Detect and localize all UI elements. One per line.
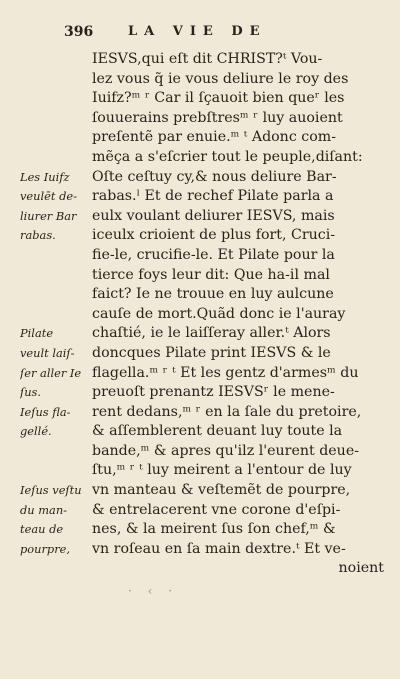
text-line: noient xyxy=(338,560,384,577)
text-line: tierce foys leur dit: Que ha-il mal xyxy=(92,266,330,283)
running-title: LA VIE DE xyxy=(128,24,267,39)
margin-note xyxy=(20,403,94,442)
text-line: ſtu,ᵐ ʳ ᵗ luy meirent a l'entour de luy xyxy=(92,462,352,479)
page-number: 396 xyxy=(64,24,94,40)
main-text xyxy=(92,50,392,579)
text-line: Oſte ceſtuy cy,& nous deliure Bar- xyxy=(92,168,337,185)
text-line: nes, & la meirent ſus ſon chef,ᵐ & xyxy=(92,521,336,538)
text-line: vn roſeau en ſa main dextre.ᵗ Et ve- xyxy=(92,540,346,557)
text-line: IESVS,qui eſt dit CHRIST?ᵗ Vou- xyxy=(92,51,323,67)
text-line: eulx voulant deliurer IESVS, mais xyxy=(92,207,335,224)
text-line: vn manteau & veſtemẽt de pourpre, xyxy=(92,482,351,499)
text-line: Iuifz?ᵐ ʳ Car il ſçauoit bien queʳ les xyxy=(92,90,345,107)
text-line: flagella.ᵐ ʳ ᵗ Et les gentz d'armesᵐ du xyxy=(92,364,359,381)
text-line: preuoſt prenantz IESVSʳ le mene- xyxy=(92,384,335,401)
margin-note-line: liurer Bar xyxy=(20,208,77,223)
margin-note xyxy=(20,481,94,559)
text-line: & aſſemblerent deuant luy toute la xyxy=(92,423,343,440)
margin-note-line: du man- xyxy=(20,502,68,517)
text-line: & entrelacerent vne corone d'eſpi- xyxy=(92,501,341,518)
text-line: preſentẽ par enuie.ᵐ ᵗ Adonc com- xyxy=(92,129,337,146)
margin-note-line: teau de xyxy=(20,522,64,537)
margin-note-line: ſus. xyxy=(20,385,42,400)
margin-note xyxy=(20,168,94,246)
margin-note-line: Ieſus fla- xyxy=(20,404,71,419)
text-line: chaſtié, ie le laiſſeray aller.ᵗ Alors xyxy=(92,325,331,342)
signature-mark: · ‹ · xyxy=(128,584,179,598)
text-line: rabas.ˡ Et de rechef Pilate parla a xyxy=(92,188,334,205)
text-line: rent dedans,ᵐ ʳ en la ſale du pretoire, xyxy=(92,403,362,420)
text-line: lez vous q̃ ie vous deliure le roy des xyxy=(92,70,349,87)
margin-note-line: pourpre, xyxy=(20,541,71,556)
text-line: mẽça a s'eſcrier tout le peuple,diſant: xyxy=(92,148,363,165)
text-line: doncques Pilate print IESVS & le xyxy=(92,344,331,361)
margin-note-line: ſer aller Ie xyxy=(20,365,82,380)
text-line: cauſe de mort.Quãd donc ie l'auray xyxy=(92,305,346,322)
text-line: iceulx crioient de plus fort, Cruci- xyxy=(92,227,336,244)
margin-note-line: Ieſus veſtu xyxy=(20,483,82,498)
margin-note-line: veult laiſ- xyxy=(20,345,75,360)
text-line: fie-le, crucifie-le. Et Pilate pour la xyxy=(92,246,335,263)
text-line: ſouuerains prebſtresᵐ ʳ luy auoient xyxy=(92,109,343,126)
margin-note-line: Pilate xyxy=(20,326,54,341)
margin-note-line: rabas. xyxy=(20,228,56,243)
text-line: bande,ᵐ & apres qu'ilz l'eurent deue- xyxy=(92,442,360,459)
margin-note-line: gellé. xyxy=(20,424,52,439)
text-line: faict? Ie ne trouue en luy aulcune xyxy=(92,286,334,303)
margin-note-line: Les Iuifz xyxy=(20,169,70,184)
margin-note-line: veulēt de- xyxy=(20,189,77,204)
margin-note xyxy=(20,324,94,402)
